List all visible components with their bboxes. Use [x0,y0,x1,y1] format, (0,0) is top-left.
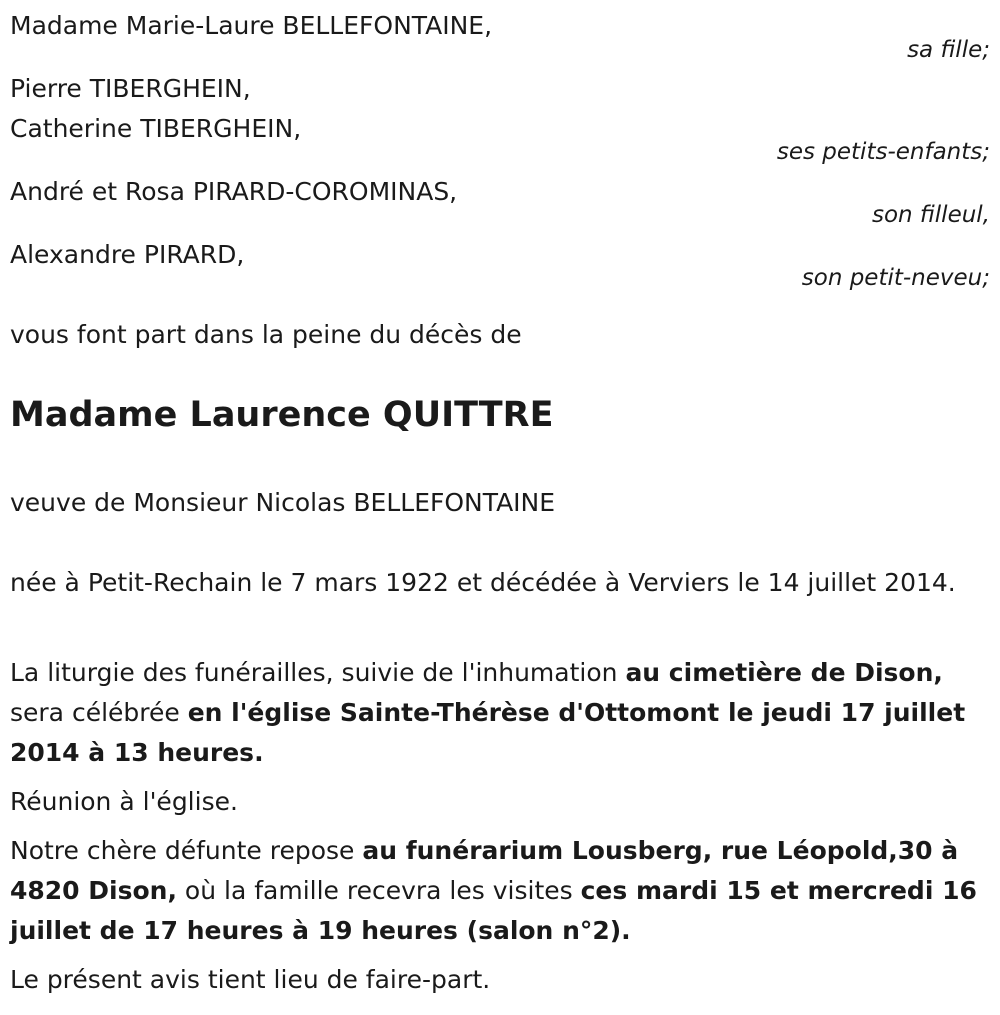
cemetery-text: au cimetière de Dison, [625,658,943,687]
closing-text: Le présent avis tient lieu de faire-part. [10,965,491,994]
funeral-home-text: au funérarium Lousberg, rue Léopold,30 à 4820 Dison, [10,836,959,905]
deceased-name: Madame Laurence QUITTRE [10,395,554,435]
birth-death-text: née à Petit-Rechain le 7 mars 1922 et décédée à Verviers le 14 juillet 2014. [10,568,956,597]
grandchildren-role: ses petits-enfants; [776,139,990,165]
visitation-text: où la famille recevra les visites [176,876,581,905]
grandchild-name: Pierre TIBERGHEIN, [10,74,251,103]
grandnephew-name: Alexandre PIRARD, [10,240,245,269]
godson-role: son filleul, [871,202,990,228]
widow-of-text: veuve de Monsieur Nicolas BELLEFONTAINE [10,488,556,517]
meeting-text: Réunion à l'église. [10,787,238,816]
funeral-text: La liturgie des funérailles, suivie de l'inhumation [10,658,626,687]
visitation-text: Notre chère défunte repose [10,836,363,865]
funeral-text: sera célébrée [10,698,188,727]
intro-text: vous font part dans la peine du décès de [10,320,522,349]
grandchild-name: Catherine TIBERGHEIN, [10,114,302,143]
daughter-role: sa fille; [907,37,990,63]
visitation-paragraph [10,831,985,951]
godson-name: André et Rosa PIRARD-COROMINAS, [10,177,458,206]
funeral-paragraph [10,653,985,773]
grandnephew-role: son petit-neveu; [801,265,990,291]
visit-schedule-text: ces mardi 15 et mercredi 16 juillet de 17 heures à 19 heures (salon n°2). [10,876,977,945]
church-text: en l'église Sainte-Thérèse d'Ottomont le jeudi 17 juillet 2014 à 13 heures. [10,698,966,767]
daughter-name: Madame Marie-Laure BELLEFONTAINE, [10,11,493,40]
